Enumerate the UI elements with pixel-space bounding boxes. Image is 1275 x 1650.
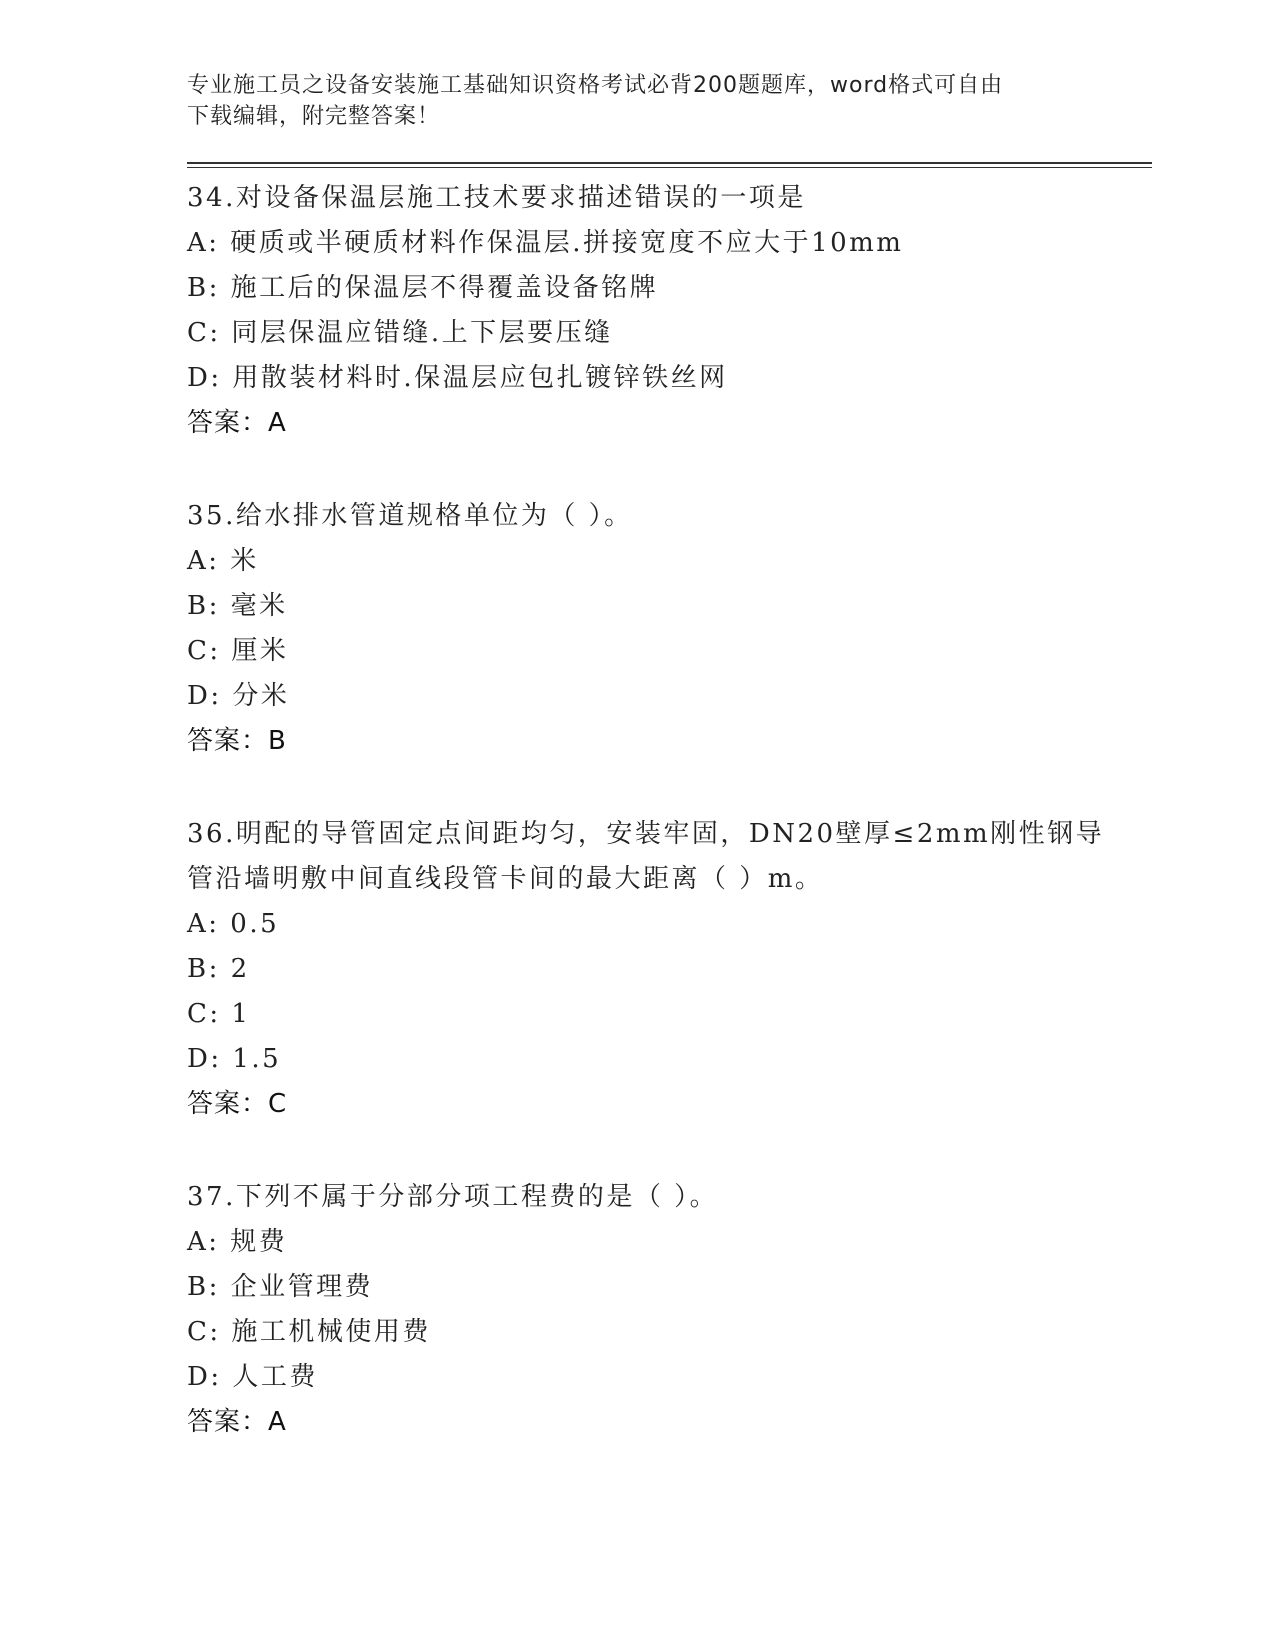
header-divider: [187, 162, 1152, 168]
question-35: [187, 494, 1152, 764]
option-c: C: 1: [187, 999, 251, 1029]
header-line-1: 专业施工员之设备安装施工基础知识资格考试必背200题题库，word格式可自由: [187, 73, 1004, 98]
question-37: [187, 1175, 1152, 1445]
header-line-2: 下载编辑，附完整答案！: [187, 104, 441, 129]
option-a: A: 硬质或半硬质材料作保温层.拼接宽度不应大于10mm: [187, 228, 904, 258]
option-b: B: 毫米: [187, 591, 288, 621]
answer-line: 答案：A: [187, 1407, 287, 1437]
option-a: A: 0.5: [187, 909, 280, 939]
question-text: 35.给水排水管道规格单位为（ ）。: [187, 501, 633, 531]
document-header: [187, 70, 1152, 132]
question-text: 34.对设备保温层施工技术要求描述错误的一项是: [187, 183, 806, 213]
question-36: [187, 812, 1152, 1127]
option-d: D: 1.5: [187, 1044, 282, 1074]
option-c: C: 施工机械使用费: [187, 1317, 431, 1347]
option-b: B: 2: [187, 954, 250, 984]
option-b: B: 企业管理费: [187, 1272, 374, 1302]
option-a: A: 米: [187, 546, 259, 576]
answer-line: 答案：B: [187, 726, 287, 756]
option-d: D: 人工费: [187, 1362, 318, 1392]
option-d: D: 分米: [187, 681, 290, 711]
question-34: [187, 176, 1152, 446]
question-text: 37.下列不属于分部分项工程费的是（ ）。: [187, 1182, 719, 1212]
option-c: C: 同层保温应错缝.上下层要压缝: [187, 318, 613, 348]
answer-line: 答案：A: [187, 408, 287, 438]
question-text-line-2: 管沿墙明敷中间直线段管卡间的最大距离（ ）m。: [187, 864, 824, 894]
option-c: C: 厘米: [187, 636, 289, 666]
document-page: [187, 70, 1152, 1445]
question-text-line-1: 36.明配的导管固定点间距均匀，安装牢固，DN20壁厚≤2mm刚性钢导: [187, 819, 1105, 849]
option-d: D: 用散装材料时.保温层应包扎镀锌铁丝网: [187, 363, 728, 393]
option-a: A: 规费: [187, 1227, 288, 1257]
answer-line: 答案：C: [187, 1089, 288, 1119]
option-b: B: 施工后的保温层不得覆盖设备铭牌: [187, 273, 659, 303]
